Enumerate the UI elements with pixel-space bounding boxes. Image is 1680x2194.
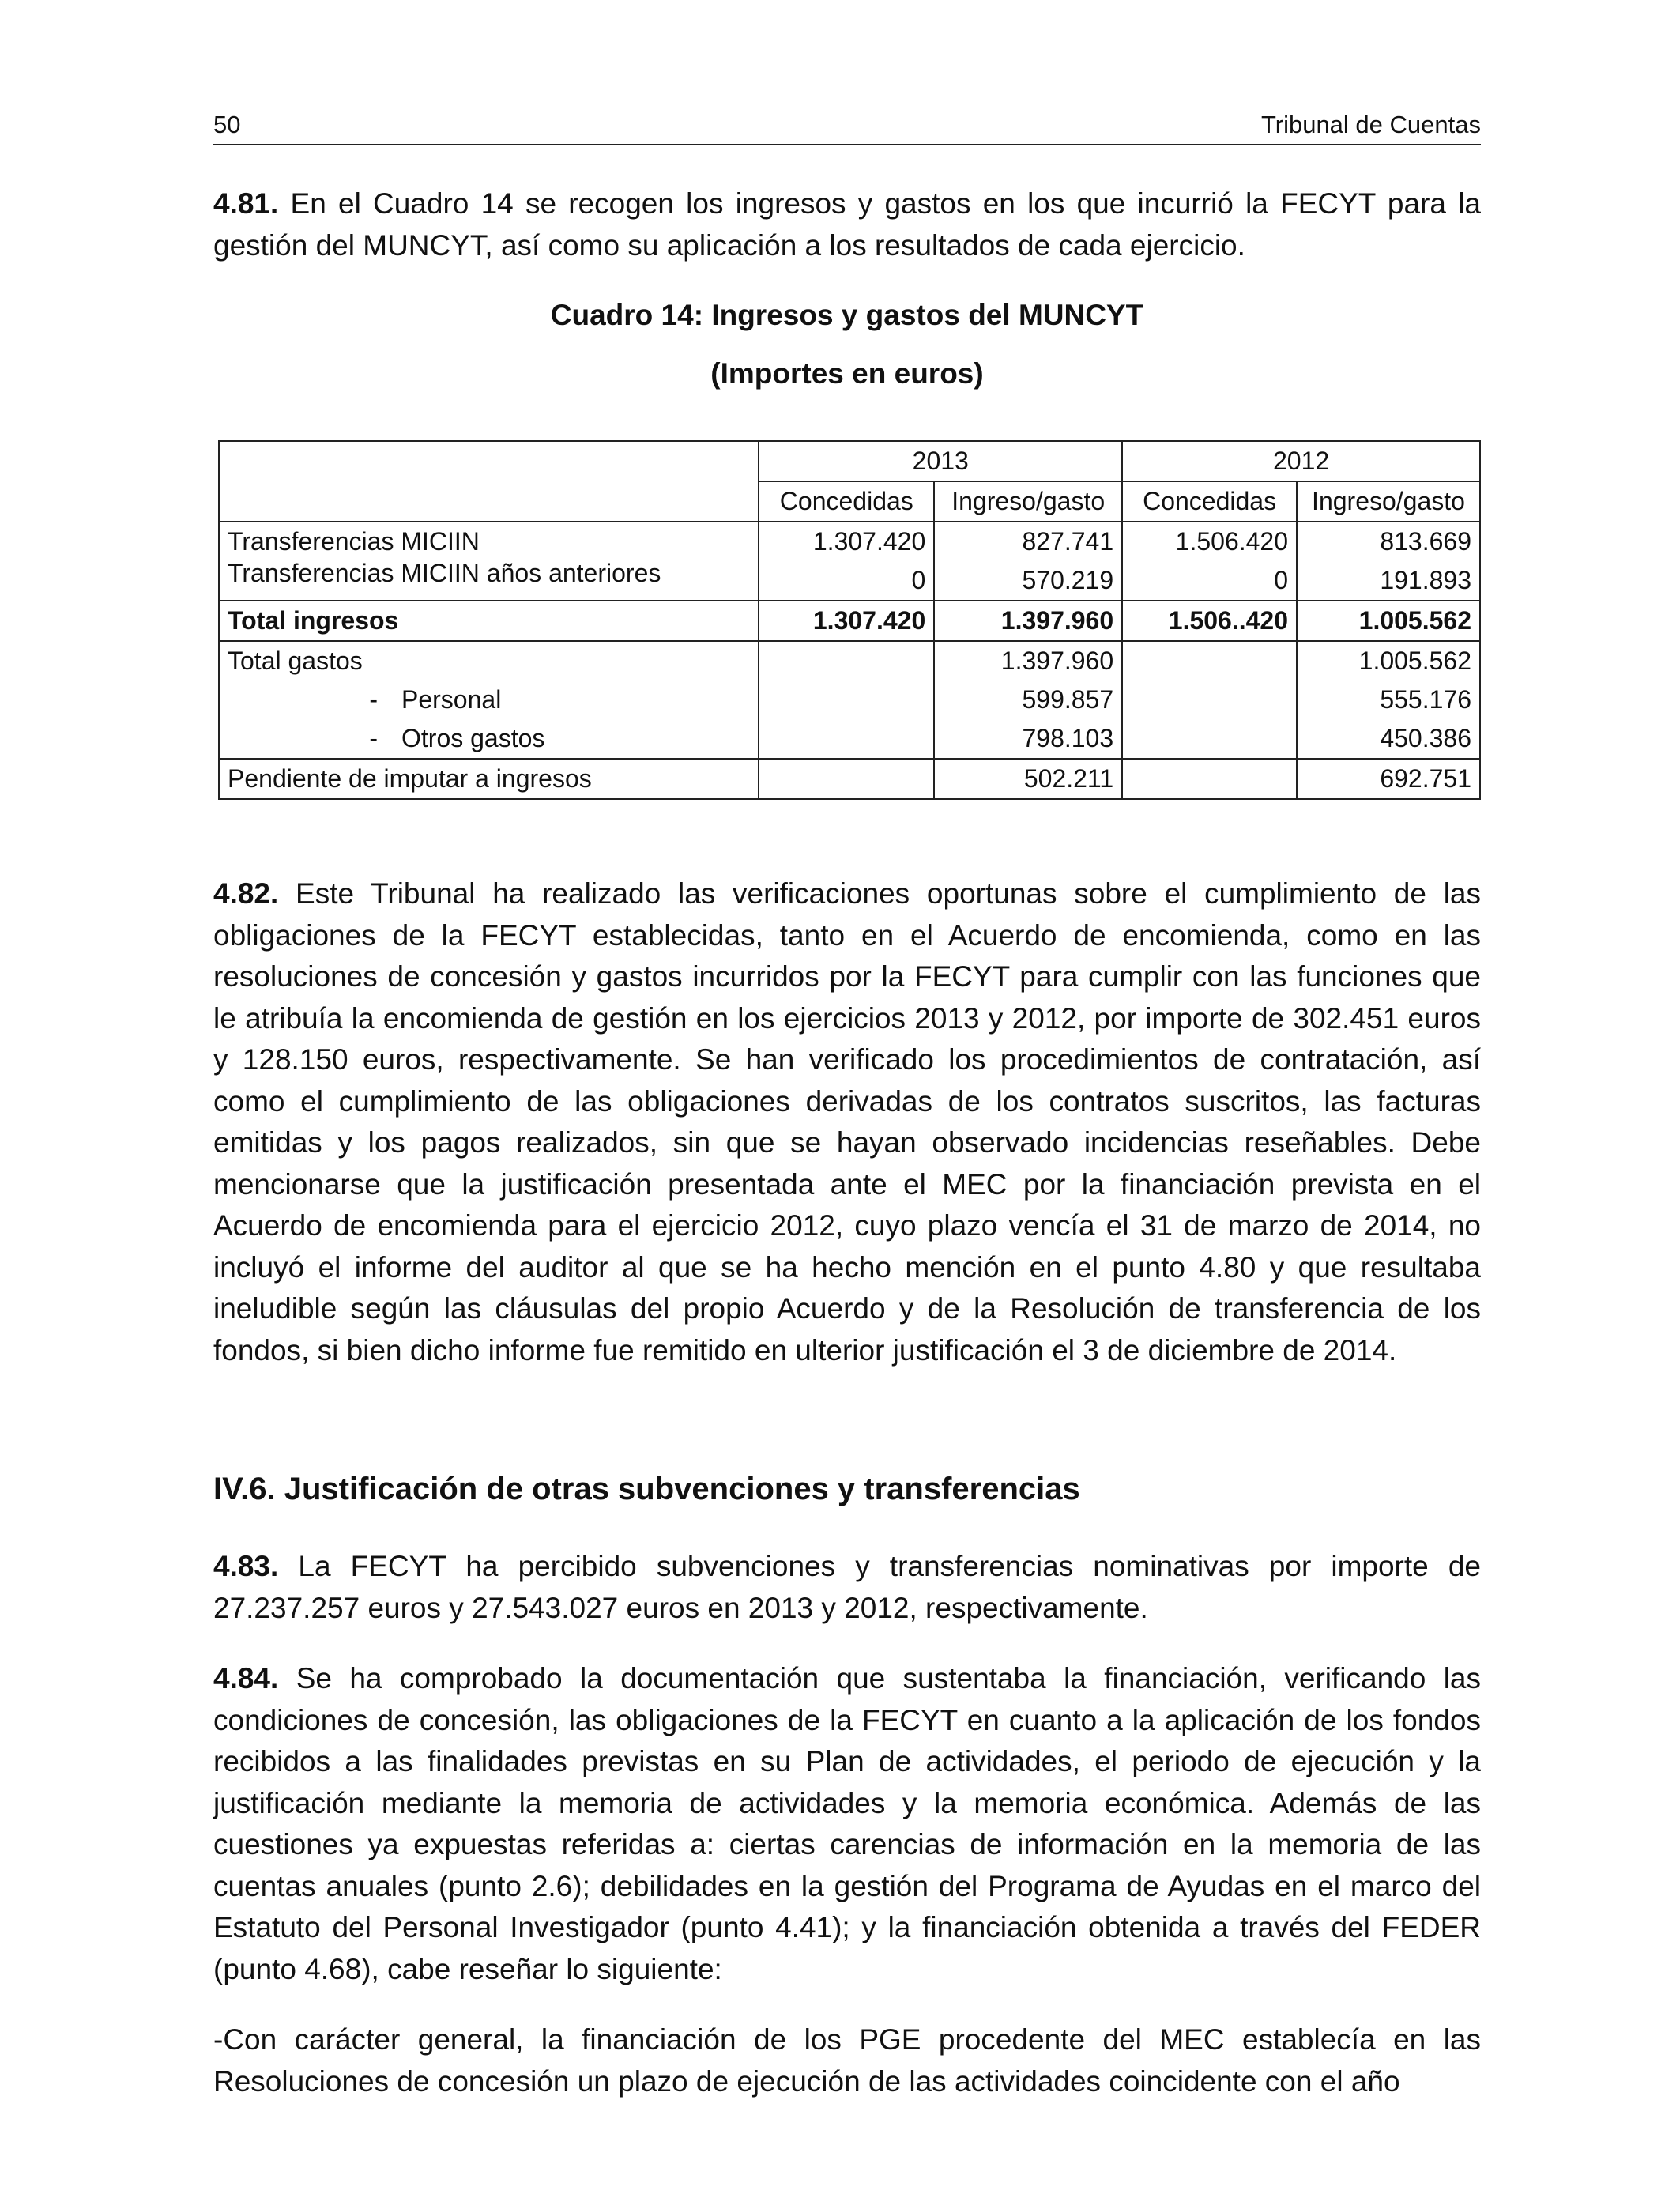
table-cell: 1.397.960 xyxy=(934,641,1122,680)
table-cell: 1.005.562 xyxy=(1297,601,1480,641)
column-header: Ingreso/gasto xyxy=(934,481,1122,522)
column-header: Concedidas xyxy=(759,481,934,522)
table-cell: 599.857 xyxy=(934,680,1122,719)
table-cell: 1.307.420 xyxy=(759,522,934,561)
table-corner-cell xyxy=(219,481,759,522)
table-cell: 692.751 xyxy=(1297,759,1480,799)
table-cell: 0 xyxy=(1122,561,1297,601)
table-cell xyxy=(759,759,934,799)
row-label: Total gastos xyxy=(219,641,759,680)
income-expense-table xyxy=(218,440,1481,800)
table-cell xyxy=(1122,719,1297,759)
header-organization: Tribunal de Cuentas xyxy=(1260,111,1481,138)
page-number: 50 xyxy=(213,111,241,138)
table-cell: 555.176 xyxy=(1297,680,1480,719)
table-row xyxy=(219,680,1480,719)
row-label-text: Personal xyxy=(401,685,502,714)
table-cell xyxy=(1122,759,1297,799)
year-header: 2012 xyxy=(1122,441,1480,481)
paragraph-text: Este Tribunal ha realizado las verificaciones oportunas sobre el cumplimiento de las obligaciones de la FECYT establecidas, tanto en el Acuerdo de encomienda, como en las resoluciones de concesión y gastos incurridos por la FECYT para cumplir con las funciones que le atribuía la encomienda de gestión en los ejercicios 2013 y 2012, por importe de 302.451 euros y 128.150 euros, respectivamente. Se han verificado los procedimientos de contratación, así como el cumplimiento de las obligaciones derivadas de los contratos suscritos, las facturas emitidas y los pagos realizados, sin que se hayan observado incidencias reseñables. Debe mencionarse que la justificación presentada ante el MEC por la financiación prevista en el Acuerdo de encomienda para el ejercicio 2012, cuyo plazo vencía el 31 de marzo de 2014, no incluyó el informe del auditor al que se ha hecho mención en el punto 4.80 y que resultaba ineludible según las cláusulas del propio Acuerdo y de la Resolución de transferencia de los fondos, si bien dicho informe fue remitido en ulterior justificación el 3 de diciembre de 2014. xyxy=(213,877,1481,1367)
table-cell xyxy=(1122,680,1297,719)
paragraph-text: En el Cuadro 14 se recogen los ingresos y gastos en los que incurrió la FECYT para la gestión del MUNCYT, así como su aplicación a los resultados de cada ejercicio. xyxy=(213,187,1481,262)
table-cell: 1.005.562 xyxy=(1297,641,1480,680)
list-dash: - xyxy=(369,685,378,714)
table-cell xyxy=(759,641,934,680)
table-row xyxy=(219,641,1480,680)
table-cell: 813.669 xyxy=(1297,522,1480,561)
table-cell: 502.211 xyxy=(934,759,1122,799)
table-cell xyxy=(759,719,934,759)
paragraph-number: 4.81. xyxy=(213,187,279,220)
column-header: Concedidas xyxy=(1122,481,1297,522)
table-cell: 570.219 xyxy=(934,561,1122,601)
table-cell: 1.506..420 xyxy=(1122,601,1297,641)
column-header: Ingreso/gasto xyxy=(1297,481,1480,522)
table-cell: 191.893 xyxy=(1297,561,1480,601)
table-row xyxy=(219,522,1480,561)
table-row xyxy=(219,561,1480,601)
paragraph-4-83 xyxy=(213,1546,1481,1629)
table-year-row xyxy=(219,441,1480,481)
paragraph-4-84 xyxy=(213,1658,1481,1990)
row-label: Transferencias MICIIN años anteriores xyxy=(219,561,759,601)
table-cell: 1.307.420 xyxy=(759,601,934,641)
table-corner-cell xyxy=(219,441,759,481)
page-header xyxy=(213,111,1481,145)
paragraph-4-82 xyxy=(213,873,1481,1371)
table-cell: 827.741 xyxy=(934,522,1122,561)
table-cell: 1.397.960 xyxy=(934,601,1122,641)
table-subtitle: (Importes en euros) xyxy=(710,357,984,390)
year-header: 2013 xyxy=(759,441,1122,481)
table-cell xyxy=(759,680,934,719)
paragraph-continuation: -Con carácter general, la financiación de los PGE procedente del MEC establecía en las Resoluciones de concesión un plazo de ejecución de las actividades coincidente con el año xyxy=(213,2023,1481,2098)
paragraph-number: 4.84. xyxy=(213,1662,279,1695)
paragraph-text: La FECYT ha percibido subvenciones y transferencias nominativas por importe de 27.237.257 euros y 27.543.027 euros en 2013 y 2012, respectivamente. xyxy=(213,1550,1481,1624)
row-label: Pendiente de imputar a ingresos xyxy=(219,759,759,799)
section-heading: IV.6. Justificación de otras subvenciones y transferencias xyxy=(213,1472,1080,1506)
table-cell: 798.103 xyxy=(934,719,1122,759)
paragraph-number: 4.83. xyxy=(213,1550,279,1582)
row-label: Transferencias MICIIN xyxy=(219,522,759,561)
paragraph-text: Se ha comprobado la documentación que sustentaba la financiación, verificando las condiciones de concesión, las obligaciones de la FECYT en cuanto a la aplicación de los fondos recibidos a las finalidades previstas en su Plan de actividades, el periodo de ejecución y la justificación mediante la memoria de actividades y la memoria económica. Además de las cuestiones ya expuestas referidas a: ciertas carencias de información en la memoria de las cuentas anuales (punto 2.6); debilidades en la gestión del Programa de Ayudas en el marco del Estatuto del Personal Investigador (punto 4.41); y la financiación obtenida a través del FEDER (punto 4.68), cabe reseñar lo siguiente: xyxy=(213,1662,1481,1985)
table-cell: 1.506.420 xyxy=(1122,522,1297,561)
row-label xyxy=(219,719,759,759)
table-row xyxy=(219,759,1480,799)
table-row-total-income xyxy=(219,601,1480,641)
table-row xyxy=(219,719,1480,759)
paragraph-4-81 xyxy=(213,183,1481,266)
row-label-text: Otros gastos xyxy=(401,724,545,752)
table-cell: 0 xyxy=(759,561,934,601)
table-cell xyxy=(1122,641,1297,680)
list-dash: - xyxy=(369,724,378,752)
table-title: Cuadro 14: Ingresos y gastos del MUNCYT xyxy=(550,299,1144,331)
table-subheader-row xyxy=(219,481,1480,522)
row-label xyxy=(219,680,759,719)
table-cell: 450.386 xyxy=(1297,719,1480,759)
paragraph-number: 4.82. xyxy=(213,877,279,910)
row-label: Total ingresos xyxy=(219,601,759,641)
